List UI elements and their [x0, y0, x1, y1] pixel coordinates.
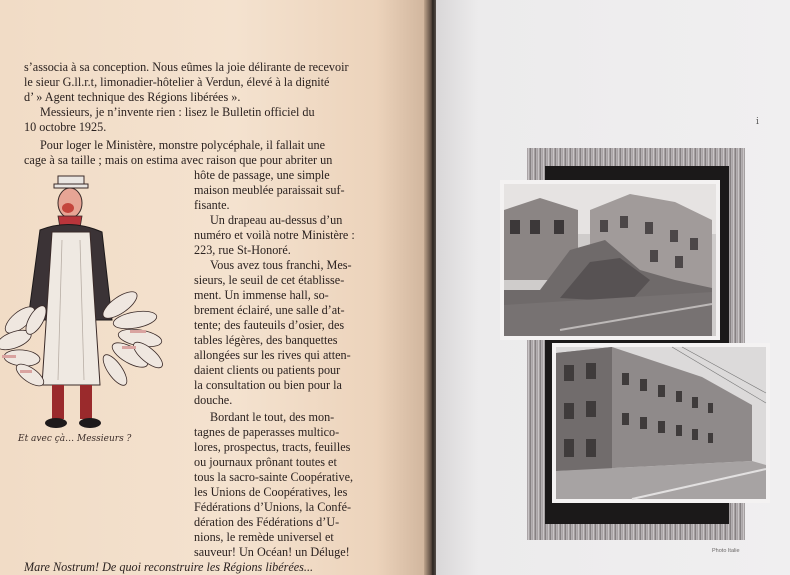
text-line: tente; des fauteuils d’osier, des — [194, 318, 345, 332]
text-line: cage à sa taille ; mais on estima avec raison que pour abriter un — [24, 153, 333, 167]
text-line: fisante. — [194, 198, 230, 212]
text-line: daient clients ou patients pour — [194, 363, 341, 377]
illustration-caption: Et avec çà… Messieurs ? — [18, 434, 132, 444]
photo-credit: Photo Italie — [712, 548, 740, 554]
text-line: 223, rue St-Honoré. — [194, 243, 291, 257]
text-line: d’ » Agent technique des Régions libérées ». — [24, 90, 241, 104]
text-line: dération des Fédérations d’U- — [194, 515, 340, 529]
text-line: douche. — [194, 393, 233, 407]
text-line: les Unions de Coopératives, les — [194, 485, 348, 499]
text-line: lores, prospectus, tracts, feuilles — [194, 440, 351, 454]
text-line: le sieur G.ll.r.t, limonadier-hôtelier à Verdun, élevé à la dignité — [24, 75, 330, 89]
text-line: ment. Un immense hall, so- — [194, 288, 329, 302]
text-line: maison meublée paraissait suf- — [194, 183, 345, 197]
text-line: ou journaux prônant toutes et — [194, 455, 337, 469]
text-line: sieurs, le seuil de cet établisse- — [194, 273, 345, 287]
text-line: sauveur! Un Océan! un Déluge! — [194, 545, 350, 559]
text-line: nions, le remède universel et — [194, 530, 334, 544]
text-line: tables légères, des banquettes — [194, 333, 338, 347]
text-line: Vous avez tous franchi, Mes- — [210, 258, 352, 272]
text-line: Bordant le tout, des mon- — [210, 410, 335, 424]
text-line: tagnes de paperasses multico- — [194, 425, 340, 439]
text-line: Mare Nostrum! De quoi reconstruire les Régions libérées... — [24, 560, 314, 574]
ruined-building-photo — [500, 180, 720, 340]
cartoon-illustration — [0, 170, 185, 470]
text-line: 10 octobre 1925. — [24, 120, 107, 134]
text-line: numéro et voilà notre Ministère : — [194, 228, 355, 242]
text-line: Pour loger le Ministère, monstre polycéphale, il fallait une — [40, 138, 325, 152]
page-mark: i — [756, 117, 759, 127]
street-building-photo — [552, 343, 770, 503]
text-line: s’associa à sa conception. Nous eûmes la joie délirante de recevoir — [24, 60, 349, 74]
text-line: Un drapeau au-dessus d’un — [210, 213, 343, 227]
text-line: tous la sacro-sainte Coopérative, — [194, 470, 354, 484]
text-line: hôte de passage, une simple — [194, 168, 330, 182]
text-line: brement éclairé, une salle d’at- — [194, 303, 345, 317]
text-line: Fédérations d’Unions, la Confé- — [194, 500, 352, 514]
text-line: allongées sur les rives qui atten- — [194, 348, 351, 362]
text-line: Messieurs, je n’invente rien : lisez le Bulletin officiel du — [40, 105, 315, 119]
text-line: la consultation ou bien pour la — [194, 378, 342, 392]
